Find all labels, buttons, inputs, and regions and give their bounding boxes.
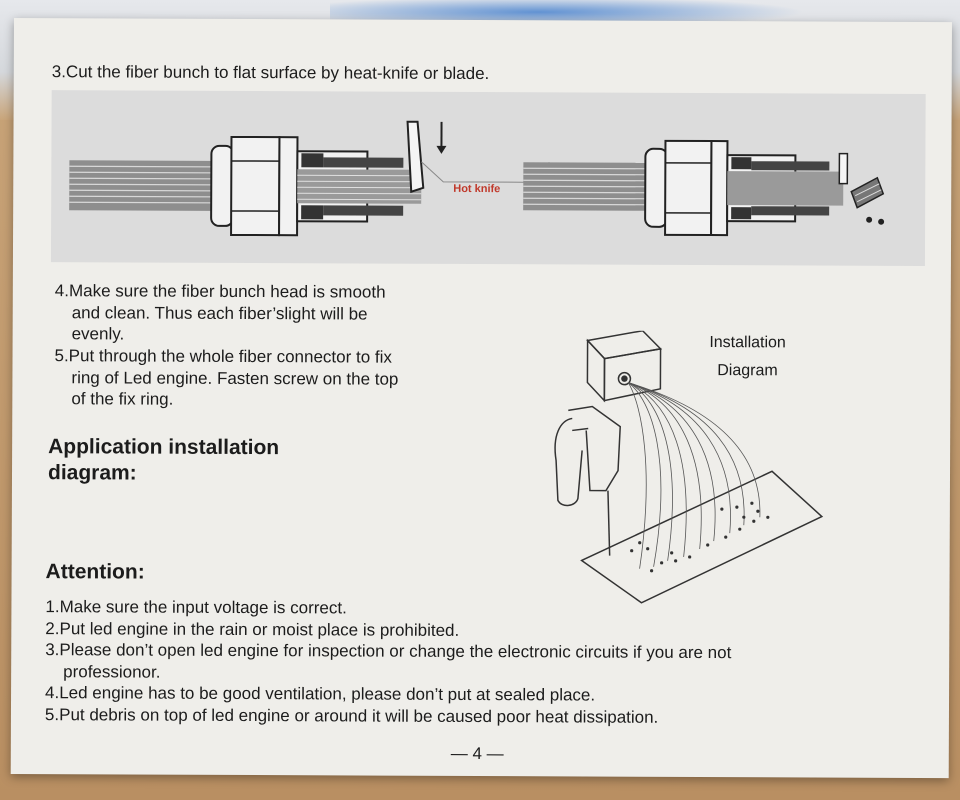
ceiling-board (581, 470, 822, 603)
left-fiber-bundle (69, 160, 229, 211)
cut-fiber-pieces (851, 178, 884, 225)
step-5-line: 5.Put through the whole fiber connector to fix (54, 346, 392, 367)
drill-hand (555, 406, 621, 555)
step-4-line: evenly. (71, 324, 125, 344)
caption-line: Diagram (717, 362, 778, 380)
attention-item: 2.Put led engine in the rain or moist place is prohibited. (45, 618, 460, 640)
attention-item: 4.Led engine has to be good ventilation, please don’t put at sealed place. (45, 683, 596, 705)
fiber-dots (630, 501, 770, 573)
attention-item: 1.Make sure the input voltage is correct. (45, 597, 347, 618)
attention-item: 5.Put debris on top of led engine or around it will be caused poor heat dissipation. (44, 704, 659, 727)
step-4-text (55, 280, 495, 346)
fiber-cut-illustration (51, 90, 926, 266)
attention-item: professionor. (63, 661, 161, 682)
step-5-line: of the fix ring. (71, 389, 174, 409)
step-3-text: 3.Cut the fiber bunch to flat surface by heat-knife or blade. (51, 62, 490, 84)
attention-item: 3.Please don’t open led engine for inspection or change the electronic circuits if you are not (45, 640, 732, 663)
step-4-line: and clean. Thus each fiber’slight will be (71, 302, 368, 324)
installation-illustration (531, 330, 832, 611)
attention-title: Attention: (45, 560, 145, 584)
step-5-text (54, 345, 494, 411)
step-4-line: 4.Make sure the fiber bunch head is smooth (54, 281, 386, 302)
page-number: — 4 — (450, 743, 504, 764)
fiber-cut-drawing (51, 90, 926, 266)
optic-fibers (628, 383, 761, 570)
left-connector (211, 137, 421, 236)
application-title: Application installation diagram: (47, 435, 280, 485)
caption-line: Installation (709, 334, 786, 352)
manual-page (11, 18, 952, 778)
step-5-line: ring of Led engine. Fasten screw on the top (71, 367, 399, 389)
right-fiber-bundle (523, 162, 653, 211)
right-connector (645, 141, 847, 236)
hot-knife-label: Hot knife (453, 182, 501, 196)
attention-list (45, 596, 926, 729)
